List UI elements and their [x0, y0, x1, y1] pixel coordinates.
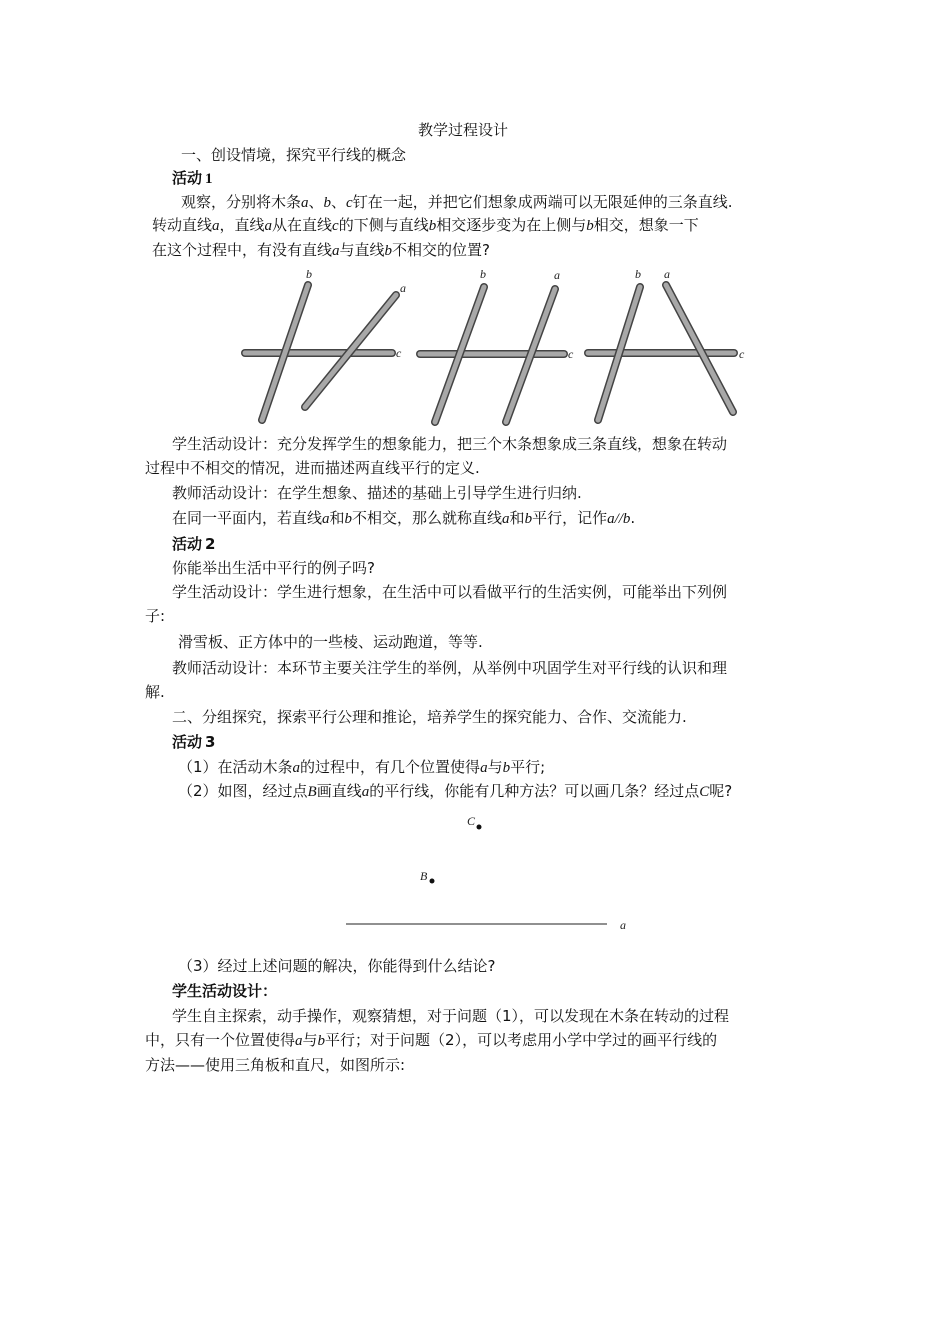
- activity-1-line-1: 观察，分别将木条a、b、c钉在一起，并把它们想象成两端可以无限延伸的三条直线.: [181, 193, 733, 211]
- label-c: c: [396, 346, 402, 360]
- label-a: a: [400, 281, 406, 295]
- label-c: c: [739, 347, 745, 361]
- student-design-1-line-1: 学生活动设计：充分发挥学生的想象能力，把三个木条想象成三条直线，想象在转动: [172, 435, 728, 453]
- student-design-3-title: 学生活动设计：: [172, 982, 278, 1000]
- label-b: b: [306, 267, 312, 281]
- point-b-label: B: [420, 869, 428, 883]
- point-c: [477, 825, 482, 830]
- parallel-definition: 在同一平面内，若直线a和b不相交，那么就称直线a和b平行，记作a//b.: [172, 509, 636, 527]
- activity-1-line-3: 在这个过程中，有没有直线a与直线b不相交的位置?: [152, 241, 490, 259]
- activity-3-question-1: （1）在活动木条a的过程中，有几个位置使得a与b平行;: [178, 758, 546, 776]
- label-c: c: [568, 347, 574, 361]
- teacher-design-1: 教师活动设计：在学生想象、描述的基础上引导学生进行归纳.: [172, 484, 582, 502]
- activity-label: 活动: [172, 169, 203, 187]
- point-b: [430, 879, 435, 884]
- points-and-line-figure: [330, 805, 650, 940]
- section-1-heading: 一、创设情境，探究平行线的概念: [181, 146, 407, 164]
- activity-number: 1: [205, 171, 213, 187]
- section-2-heading: 二、分组探究，探索平行公理和推论，培养学生的探究能力、合作、交流能力.: [172, 708, 687, 726]
- activity-3-question-2: （2）如图，经过点B画直线a的平行线，你能有几种方法？可以画几条？经过点C呢?: [178, 782, 733, 800]
- student-design-3-line-1: 学生自主探索，动手操作，观察猜想，对于问题（1），可以发现在木条在转动的过程: [172, 1007, 730, 1025]
- student-design-3-line-3: 方法——使用三角板和直尺，如图所示:: [145, 1056, 406, 1074]
- figure-panel-3: [588, 267, 745, 420]
- student-design-2-line-1: 学生活动设计：学生进行想象，在生活中可以看做平行的生活实例，可能举出下列例: [172, 583, 728, 601]
- label-b: b: [480, 267, 486, 281]
- activity-3-title: 活动 3: [172, 733, 216, 751]
- rotating-sticks-figure: [230, 265, 760, 430]
- student-design-2-examples: 滑雪板、正方体中的一些棱、运动跑道，等等.: [178, 633, 483, 651]
- label-a: a: [554, 268, 560, 282]
- label-a: a: [664, 267, 670, 281]
- page-title: 教学过程设计: [418, 121, 509, 139]
- figure-panel-2: [420, 267, 574, 422]
- student-design-1-line-2: 过程中不相交的情况，进而描述两直线平行的定义.: [145, 459, 480, 477]
- student-design-2-line-2: 子:: [145, 607, 166, 625]
- figure-panel-1: [245, 267, 406, 420]
- teacher-design-2-line-2: 解.: [145, 683, 165, 701]
- point-c-label: C: [467, 814, 476, 828]
- line-a-label: a: [620, 918, 626, 932]
- activity-3-question-3: （3）经过上述问题的解决，你能得到什么结论?: [178, 957, 496, 975]
- teacher-design-2-line-1: 教师活动设计：本环节主要关注学生的举例，从举例中巩固学生对平行线的认识和理: [172, 659, 728, 677]
- activity-2-title: 活动 2: [172, 535, 216, 553]
- student-design-3-line-2: 中，只有一个位置使得a与b平行；对于问题（2），可以考虑用小学中学过的画平行线的: [145, 1031, 718, 1049]
- activity-1-title: [172, 168, 213, 189]
- label-b: b: [635, 267, 641, 281]
- activity-1-line-2: 转动直线a，直线a从在直线c的下侧与直线b相交逐步变为在上侧与b相交，想象一下: [152, 216, 699, 234]
- activity-2-question: 你能举出生活中平行的例子吗?: [172, 559, 375, 577]
